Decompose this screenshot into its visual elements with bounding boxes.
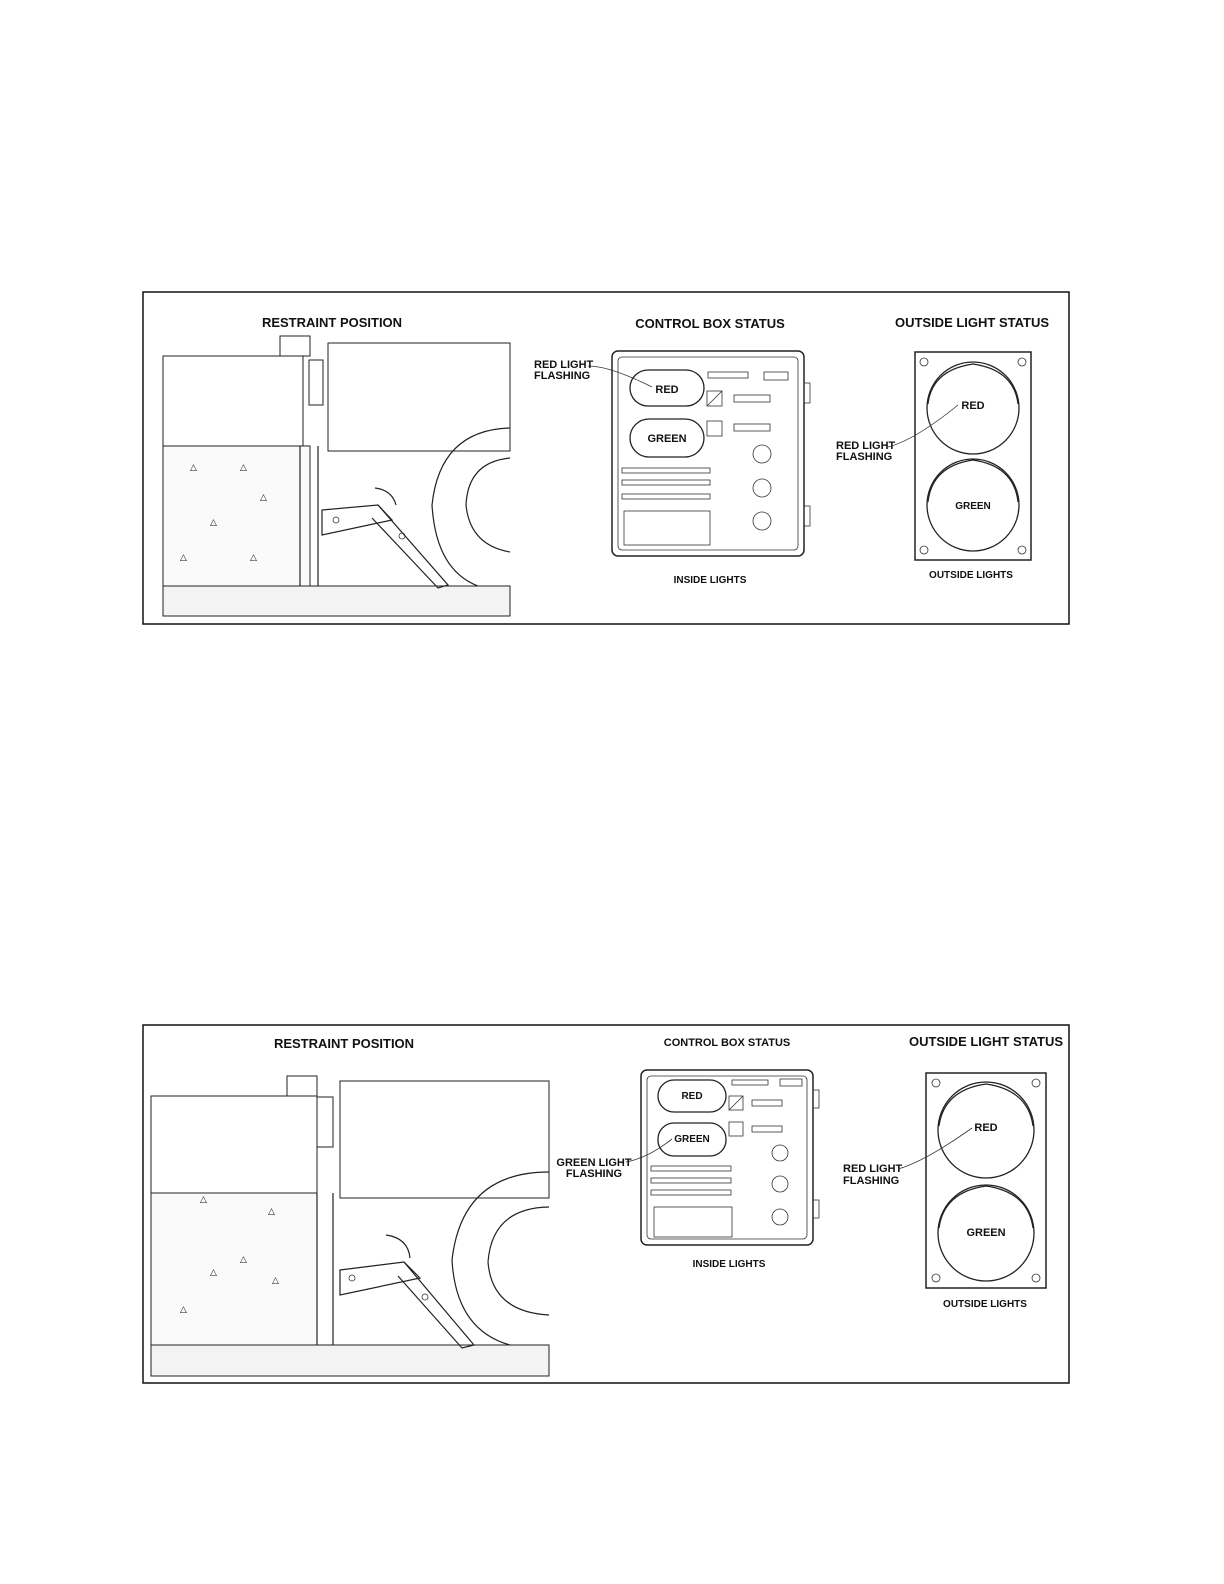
panel-2-restraint-title: RESTRAINT POSITION (273, 1036, 415, 1051)
panel-1-inside-callout-line2: FLASHING (534, 370, 591, 382)
panel-1-outside-green-label: GREEN (955, 501, 991, 512)
panel-1-restraint-title: RESTRAINT POSITION (261, 315, 403, 330)
panel-1-inside-callout-line1: RED LIGHT (534, 359, 594, 371)
panel-2-inside-callout-line2: FLASHING (565, 1168, 623, 1180)
svg-text:△: △ (240, 462, 247, 472)
svg-text:△: △ (180, 1304, 187, 1314)
svg-text:△: △ (210, 1267, 217, 1277)
panel-1-inside-caption: INSIDE LIGHTS (673, 575, 747, 586)
svg-text:△: △ (250, 552, 257, 562)
panel-1-inside-red-label: RED (655, 384, 679, 396)
panel-1-outside-callout-line2: FLASHING (836, 451, 893, 463)
svg-text:△: △ (240, 1254, 247, 1264)
panel-1-outside-lights (915, 352, 1031, 560)
panel-2-outside-red-label: RED (974, 1122, 998, 1134)
panel-1-outside-title: OUTSIDE LIGHT STATUS (894, 315, 1050, 330)
panel-2-inside-caption: INSIDE LIGHTS (692, 1259, 766, 1270)
svg-text:△: △ (260, 492, 267, 502)
panel-1-outside-caption: OUTSIDE LIGHTS (929, 570, 1013, 581)
panel-2-control-title: CONTROL BOX STATUS (663, 1037, 791, 1049)
panel-2-outside-lights (926, 1073, 1046, 1288)
panel-2 (143, 1025, 1069, 1383)
panel-1-control-title: CONTROL BOX STATUS (635, 316, 785, 331)
panel-2-outside-caption: OUTSIDE LIGHTS (943, 1299, 1027, 1310)
svg-text:△: △ (210, 517, 217, 527)
svg-text:△: △ (190, 462, 197, 472)
svg-text:△: △ (180, 552, 187, 562)
panel-2-outside-callout-line1: RED LIGHT (843, 1163, 903, 1175)
panel-2-inside-callout-line1: GREEN LIGHT (556, 1157, 632, 1169)
svg-text:△: △ (200, 1194, 207, 1204)
svg-text:△: △ (268, 1206, 275, 1216)
panel-1 (143, 292, 1069, 624)
panel-2-control-box (641, 1070, 819, 1245)
svg-text:△: △ (272, 1275, 279, 1285)
panel-1-outside-callout-line1: RED LIGHT (836, 440, 896, 452)
panel-2-inside-green-label: GREEN (674, 1134, 710, 1145)
panel-1-outside-red-label: RED (961, 400, 985, 412)
panel-2-outside-green-label: GREEN (966, 1227, 1006, 1239)
panel-2-inside-red-label: RED (681, 1091, 703, 1102)
panel-2-outside-callout-line2: FLASHING (843, 1175, 900, 1187)
panel-2-outside-title: OUTSIDE LIGHT STATUS (908, 1034, 1064, 1049)
panel-1-inside-green-label: GREEN (647, 433, 687, 445)
